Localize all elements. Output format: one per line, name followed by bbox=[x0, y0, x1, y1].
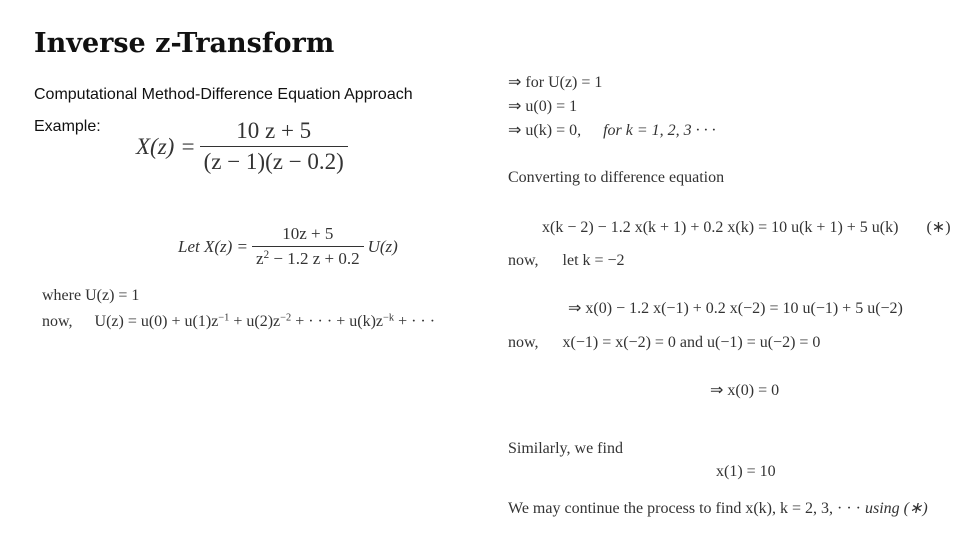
now1-text: let k = −2 bbox=[562, 252, 625, 269]
xz-equation bbox=[136, 118, 352, 175]
now-label: now, bbox=[42, 313, 73, 330]
let-equation bbox=[178, 224, 398, 269]
now-series-a: U(z) = u(0) + u(1)z bbox=[94, 313, 219, 330]
right-line-1: ⇒ for U(z) = 1 bbox=[508, 74, 603, 91]
now-exp-1: −1 bbox=[218, 312, 230, 324]
page-title: Inverse z-Transform bbox=[34, 28, 335, 59]
let-denominator bbox=[252, 246, 364, 269]
where-line: where U(z) = 1 bbox=[42, 287, 140, 304]
right-line-3b: for k = 1, 2, 3 · · · bbox=[603, 122, 716, 139]
now-series-line bbox=[42, 313, 435, 331]
continue-text bbox=[508, 498, 928, 518]
now2-text: x(−1) = x(−2) = 0 and u(−1) = u(−2) = 0 bbox=[562, 334, 821, 351]
now-exp-2: −2 bbox=[280, 312, 292, 324]
xz-numerator: 10 z + 5 bbox=[236, 118, 312, 143]
now-series-b: + u(2)z bbox=[229, 313, 281, 330]
diff-eq-tag: (∗) bbox=[926, 219, 951, 236]
implies-equation: ⇒ x(0) − 1.2 x(−1) + 0.2 x(−2) = 10 u(−1) + 5 u(−2) bbox=[568, 300, 903, 317]
difference-equation bbox=[542, 217, 951, 237]
let-rhs: U(z) bbox=[367, 236, 398, 256]
continue-b: using (∗) bbox=[864, 500, 928, 517]
xz-fraction bbox=[200, 118, 348, 175]
now-exp-3: −k bbox=[383, 312, 395, 324]
let-den-exp: 2 bbox=[263, 248, 270, 261]
xz-denominator: (z − 1)(z − 0.2) bbox=[200, 146, 348, 175]
now2-label: now, bbox=[508, 334, 539, 351]
now-let-k bbox=[508, 252, 625, 270]
now1-label: now, bbox=[508, 252, 539, 269]
let-den-a: z bbox=[256, 249, 264, 268]
similarly-text: Similarly, we find bbox=[508, 440, 623, 457]
continue-a: We may continue the process to find x(k), k = 2, 3, · · · bbox=[508, 500, 861, 517]
xz-lhs: X(z) = bbox=[136, 133, 196, 159]
let-numerator: 10z + 5 bbox=[282, 224, 334, 243]
converting-text: Converting to difference equation bbox=[508, 169, 725, 186]
now-initial bbox=[508, 334, 820, 352]
example-label: Example: bbox=[34, 118, 101, 135]
x1-result: x(1) = 10 bbox=[716, 463, 776, 480]
now-series-c: + · · · + u(k)z bbox=[291, 313, 383, 330]
right-line-2: ⇒ u(0) = 1 bbox=[508, 98, 578, 115]
x0-result: ⇒ x(0) = 0 bbox=[710, 382, 780, 399]
now-series-d: + · · · bbox=[394, 313, 436, 330]
let-den-b: − 1.2 z + 0.2 bbox=[269, 249, 360, 268]
subtitle: Computational Method-Difference Equation Approach bbox=[34, 86, 413, 103]
right-line-3 bbox=[508, 120, 716, 140]
diff-eq-text: x(k − 2) − 1.2 x(k + 1) + 0.2 x(k) = 10 u(k + 1) + 5 u(k) bbox=[542, 219, 899, 236]
let-fraction bbox=[252, 224, 364, 269]
let-lhs: Let X(z) = bbox=[178, 236, 249, 256]
right-line-3a: ⇒ u(k) = 0, bbox=[508, 122, 582, 139]
